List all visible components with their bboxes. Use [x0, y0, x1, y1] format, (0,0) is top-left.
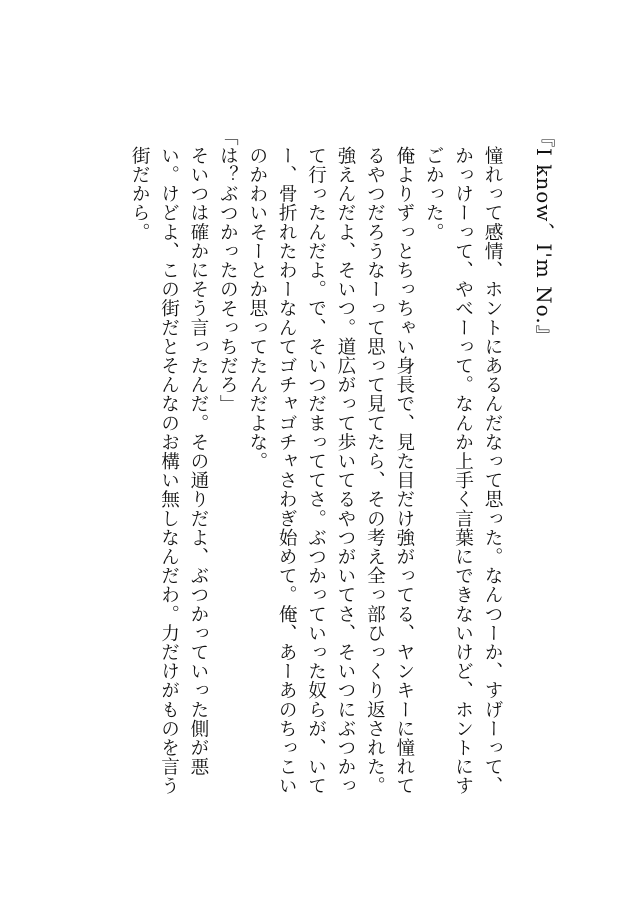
paragraph-1: 憧れって感情、ホントにあるんだなって思った。なんつーか、すげーって、かっけーって、やべーって。なんか上手く言葉にできないけど、ホントにすごかった。 [423, 145, 503, 795]
paragraph-2: 俺よりずっとちっちゃい身長で、見た目だけ強がってる、ヤンキーに憧れてるやつだろうなーって思って見てたら、その考え全っ部ひっくり返された。 [364, 145, 415, 795]
body-text [125, 127, 507, 807]
paragraph-4-dialogue: 「は？ぶつかったのそっちだろ」 [217, 127, 239, 414]
chapter-title: 『I know、I'm No.』 [532, 127, 556, 346]
paragraph-3: 強えんだよ、そいつ。道広がって歩いてるやつがいてさ、そいつにぶつかって行ったんだよ。で、そいつだまっててさ。ぶつかっていった奴らが、いてー、骨折れたわーなんてゴチャゴチャさわぎ始めて。俺、あーあのちっこいのかわいそーとか思ってたんだよな。 [246, 145, 356, 795]
paragraph-5: そいつは確かにそう言ったんだ。その通りだよ、ぶつかっていった側が悪い。けどよ、この街だとそんなのお構い無しなんだわ。力だけがものを言う街だから。 [129, 145, 209, 795]
